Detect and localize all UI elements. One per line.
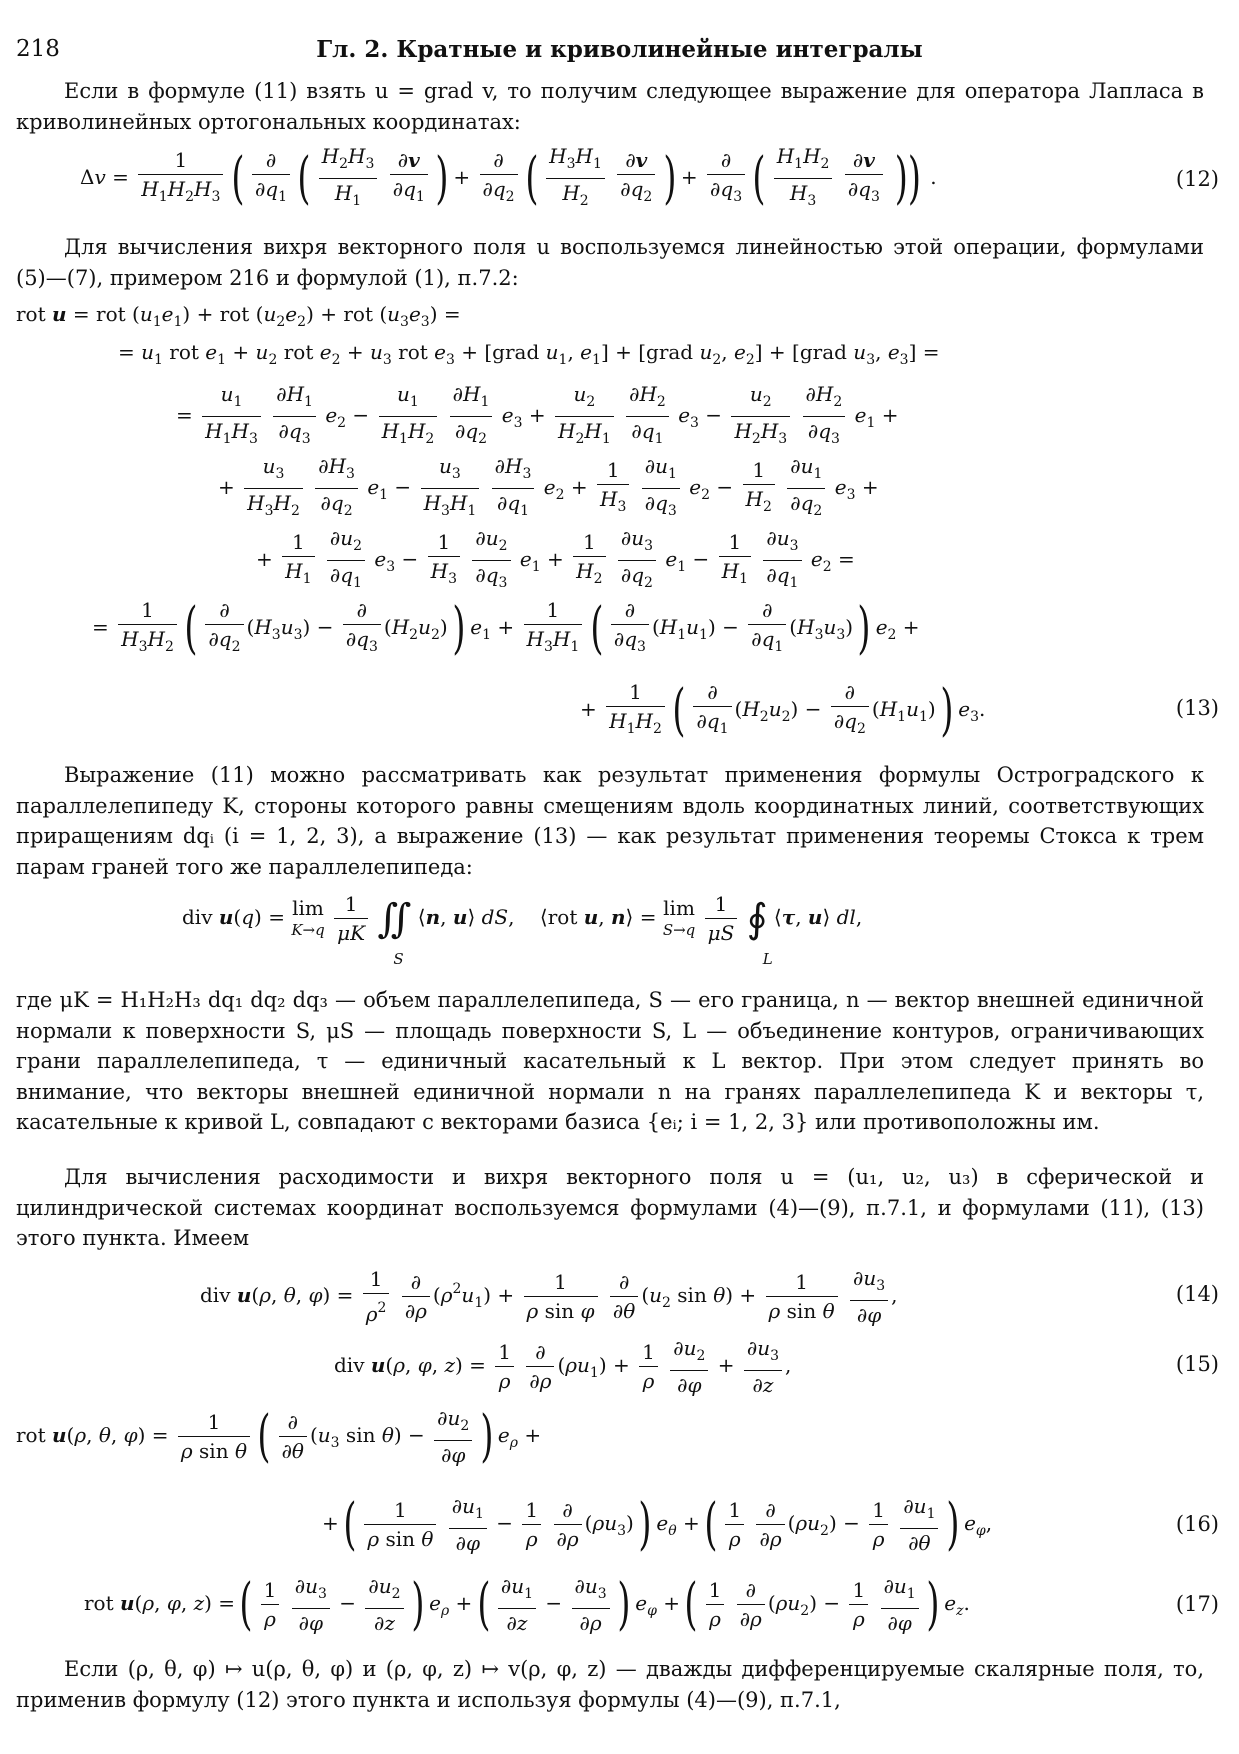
- paragraph-spherical-cylindrical: Для вычисления расходимости и вихря векторного поля u = (u₁, u₂, u₃) в сферической и цилиндрической системах координат воспользуемся формулами (4)—(9), п.7.1, и формулами (11), (13) этого пункта. Имеем: [16, 1165, 1204, 1250]
- equation-laplacian: Δv = $\frac{1}{H_1H_2H_3}$ ( $\frac{\partial}{\partial q_1}$ ( $\frac{H_2H_3}{H_1}$ $\frac{\partial v}{\partial q_1}$ ) + $\frac{\partial}{\partial q_2}$ ( $\frac{H_3H_1}{H_2}$ $\frac{\partial v}{\partial q_2}$ ) + $\frac{\partial}{\partial q_3}$ ( $\frac{H_1H_2}{H_3}$ $\frac{\partial v}{\partial q_3}$ )) .: [80, 144, 937, 211]
- page-number: 218: [16, 36, 60, 62]
- equation-number-13: (13): [1175, 696, 1219, 720]
- equation-curl-line6: = $\frac{1}{H_3H_2}$ ( $\frac{\partial}{\partial q_2}$ $(H_3u_3)$ − $\frac{\partial}{\partial q_3}$ $(H_2u_2)$ ) $e_1$ + $\frac{1}{H_3H_1}$ ( $\frac{\partial}{\partial q_3}$ $(H_1u_1)$ − $\frac{\partial}{\partial q_1}$ $(H_3u_3)$ ) $e_2$ +: [92, 595, 920, 661]
- paragraph-ostrogradsky-stokes: Выражение (11) можно рассматривать как результат применения формулы Остроградского к параллелепипеду K, стороны которого равны смещениям вдоль координатных линий, соответствующих приращениям dqᵢ (i = 1, 2, 3), а выражение (13) — как результат применения теоремы Стокса к трем парам граней того же параллелепипеда:: [16, 763, 1204, 879]
- paragraph-curl-intro: Для вычисления вихря векторного поля u воспользуемся линейностью этой операции, формулами (5)—(7), примером 216 и формулой (1), п.7.2:: [16, 235, 1204, 290]
- equation-curl-spherical-line1: rot u(ρ, θ, φ) = $\frac{1}{\text{ρ sin θ}}$ ( $\frac{\partial}{\partial\theta}$ ($u_3$ sin θ) − $\frac{\partial u_2}{\partial\varphi}$ ) $e_\rho$ +: [16, 1403, 542, 1469]
- equation-curl-spherical-line2: + ( $\frac{1}{\text{ρ sin θ}}$ $\frac{\partial u_1}{\partial\varphi}$ − $\frac{1}{\rho}$ $\frac{\partial}{\partial\rho}$ $(\rho u_3)$ ) $e_\theta$ + ( $\frac{1}{\rho}$ $\frac{\partial}{\partial\rho}$ $(\rho u_2)$ − $\frac{1}{\rho}$ $\frac{\partial u_1}{\partial\theta}$ ) $e_\varphi$,: [322, 1491, 993, 1557]
- equation-curl-line1: rot u = rot $(u_1e_1)$ + rot $(u_2e_2)$ + rot $(u_3e_3)$ =: [16, 302, 461, 330]
- equation-number-12: (12): [1175, 167, 1219, 191]
- equation-curl-line5: + $\frac{1}{H_1}$ $\frac{\partial u_2}{\partial q_1}$ $e_3$ − $\frac{1}{H_3}$ $\frac{\partial u_2}{\partial q_3}$ $e_1$ + $\frac{1}{H_2}$ $\frac{\partial u_3}{\partial q_2}$ $e_1$ − $\frac{1}{H_1}$ $\frac{\partial u_3}{\partial q_1}$ $e_2$ =: [256, 526, 855, 591]
- paragraph-scalar-fields: Если (ρ, θ, φ) ↦ u(ρ, θ, φ) и (ρ, φ, z) ↦ v(ρ, φ, z) — дважды дифференцируемые скалярные поля, то, применив формулу (12) этого пункта и используя формулы (4)—(9), п.7.1,: [16, 1657, 1204, 1712]
- equation-curl-line3: = $\frac{u_1}{H_1H_3}$ $\frac{\partial H_1}{\partial q_3}$ $e_2$ − $\frac{u_1}{H_1H_2}$ $\frac{\partial H_1}{\partial q_2}$ $e_3$ + $\frac{u_2}{H_2H_1}$ $\frac{\partial H_2}{\partial q_1}$ $e_3$ − $\frac{u_2}{H_2H_3}$ $\frac{\partial H_2}{\partial q_3}$ $e_1$ +: [176, 382, 899, 447]
- equation-number-16: (16): [1175, 1512, 1219, 1536]
- equation-curl-line7: + $\frac{1}{H_1H_2}$ ( $\frac{\partial}{\partial q_1}$ $(H_2u_2)$ − $\frac{\partial}{\partial q_2}$ $(H_1u_1)$ ) $e_3$.: [580, 677, 986, 743]
- paragraph-laplace-intro: Если в формуле (11) взять u = grad v, то получим следующее выражение для оператора Лапласа в криволинейных ортогональных координатах:: [16, 79, 1204, 134]
- equation-div-spherical: div u(ρ, θ, φ) = $\frac{1}{\rho^2}$ $\frac{\partial}{\partial\rho}$ $(\rho^2u_1)$ + $\frac{1}{\text{ρ sin φ}}$ $\frac{\partial}{\partial\theta}$ ($u_2$ sin θ) + $\frac{1}{\text{ρ sin θ}}$ $\frac{\partial u_3}{\partial\varphi}$ ,: [200, 1266, 898, 1327]
- equation-number-17: (17): [1175, 1592, 1219, 1616]
- equation-curl-line2: = $u_1$ rot $e_1 + u_2$ rot $e_2 + u_3$ rot $e_3$ + [grad $u_1$, $e_1$] + [grad $u_2$, $e_2$] + [grad $u_3$, $e_3$] =: [118, 340, 940, 368]
- equation-number-14: (14): [1175, 1282, 1219, 1306]
- equation-curl-cylindrical: rot u(ρ, φ, z) = ( $\frac{1}{\rho}$ $\frac{\partial u_3}{\partial\varphi}$ − $\frac{\partial u_2}{\partial z}$ ) $e_\rho$ + ( $\frac{\partial u_1}{\partial z}$ − $\frac{\partial u_3}{\partial\rho}$ ) $e_\varphi$ + ( $\frac{1}{\rho}$ $\frac{\partial}{\partial\rho}$ $(\rho u_2)$ − $\frac{1}{\rho}$ $\frac{\partial u_1}{\partial\varphi}$ ) $e_z$.: [84, 1571, 970, 1637]
- running-header: [16, 36, 1223, 72]
- equation-div-rot-limits: div u(q) = lim K→q $\frac{1}{\mu K}$ ∬ S ⟨n, u⟩ dS, ⟨rot u, n⟩ = lim S→q $\frac{1}{\mu S}$ ∮ L ⟨τ, u⟩ dl,: [182, 892, 863, 968]
- equation-div-cylindrical: div u(ρ, φ, z) = $\frac{1}{\rho}$ $\frac{\partial}{\partial\rho}$ $(\rho u_1)$ + $\frac{1}{\rho}$ $\frac{\partial u_2}{\partial\varphi}$ + $\frac{\partial u_3}{\partial z}$ ,: [334, 1336, 792, 1397]
- equation-curl-line4: + $\frac{u_3}{H_3H_2}$ $\frac{\partial H_3}{\partial q_2}$ $e_1$ − $\frac{u_3}{H_3H_1}$ $\frac{\partial H_3}{\partial q_1}$ $e_2$ + $\frac{1}{H_3}$ $\frac{\partial u_1}{\partial q_3}$ $e_2$ − $\frac{1}{H_2}$ $\frac{\partial u_1}{\partial q_2}$ $e_3$ +: [218, 454, 879, 519]
- paragraph-definitions: где μK = H₁H₂H₃ dq₁ dq₂ dq₃ — объем параллелепипеда, S — его граница, n — вектор внешней единичной нормали к поверхности S, μS — площадь поверхности S, L — объединение контуров, ограничивающих грани параллелепипеда, τ — единичный касательный к L вектор. При этом следует принять во внимание, что векторы внешней единичной нормали n на гранях параллелепипеда K и векторы τ, касательные к кривой L, совпадают с векторами базиса {eᵢ; i = 1, 2, 3} или противоположны им.: [16, 988, 1204, 1134]
- running-title: Гл. 2. Кратные и криволинейные интегралы: [316, 36, 923, 63]
- equation-number-15: (15): [1175, 1352, 1219, 1376]
